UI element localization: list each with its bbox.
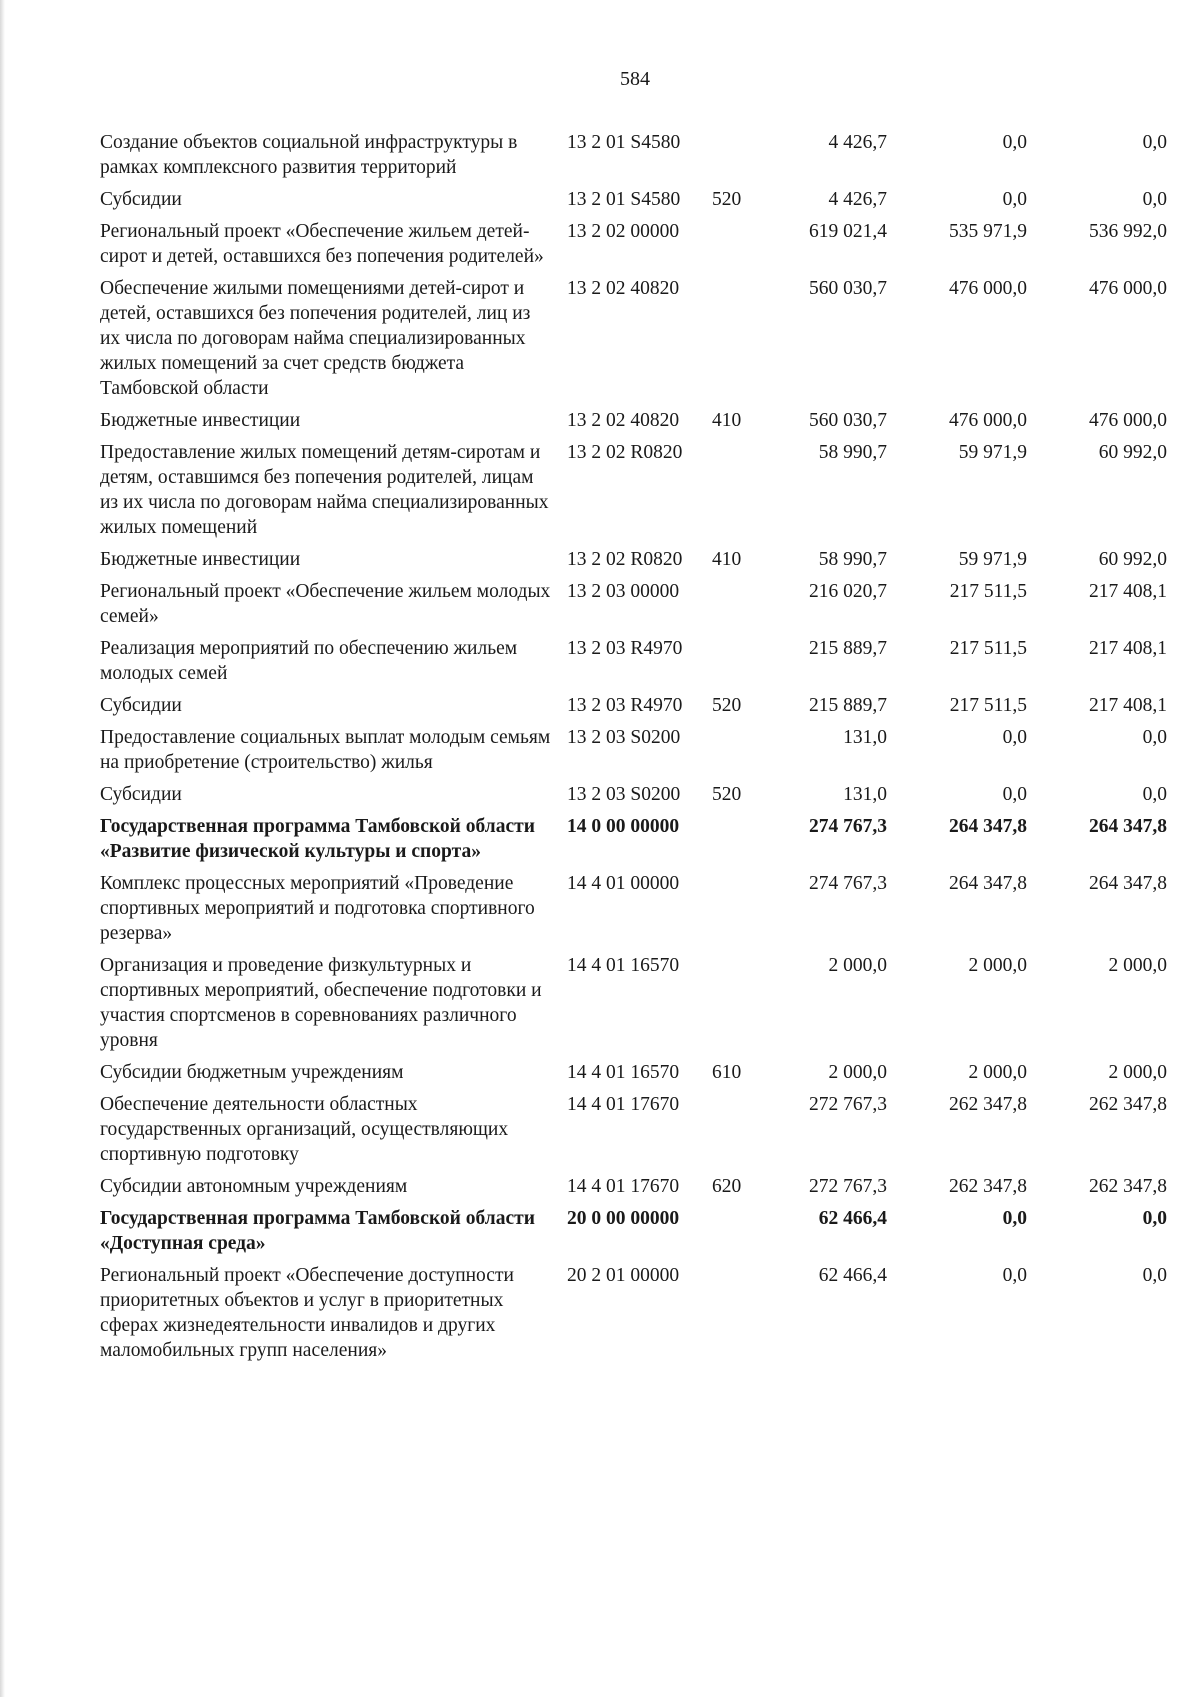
row-name: Бюджетные инвестиции [100,549,301,570]
table-row [100,1263,1190,1363]
row-code: 13 2 01 S4580 [567,189,681,210]
row-code: 20 2 01 00000 [567,1265,680,1286]
row-value-1: 560 030,7 [809,410,887,431]
table-row [100,953,1190,1053]
row-name: Субсидии бюджетным учреждениям [100,1062,404,1083]
row-value-3: 476 000,0 [1089,278,1167,299]
row-value-2: 0,0 [1002,1208,1027,1229]
row-value-1: 215 889,7 [809,695,887,716]
row-value-2: 0,0 [1002,189,1027,210]
row-name: Субсидии [100,695,182,716]
row-name: Субсидии [100,784,182,805]
row-value-3: 2 000,0 [1108,955,1167,976]
row-value-2: 2 000,0 [968,1062,1027,1083]
row-value-1: 272 767,3 [809,1176,887,1197]
row-value-1: 4 426,7 [828,189,887,210]
row-value-2: 59 971,9 [958,549,1027,570]
table-row [100,547,1190,572]
row-expense-type: 610 [712,1062,742,1083]
table-row [100,1092,1190,1167]
table-row [100,440,1190,540]
row-value-3: 476 000,0 [1089,410,1167,431]
row-value-3: 0,0 [1142,132,1167,153]
row-value-1: 215 889,7 [809,638,887,659]
row-value-2: 0,0 [1002,132,1027,153]
row-value-3: 0,0 [1142,727,1167,748]
row-value-1: 62 466,4 [818,1265,887,1286]
row-name: Региональный проект «Обеспечение жильем молодых семей» [100,581,551,627]
row-name: Комплекс процессных мероприятий «Проведение спортивных мероприятий и подготовка спортивного резерва» [100,873,535,944]
table-row-program [100,814,1190,864]
row-value-2: 0,0 [1002,1265,1027,1286]
table-row [100,725,1190,775]
table-row [100,130,1190,180]
row-name: Региональный проект «Обеспечение жильем детей-сирот и детей, оставшихся без попечения родителей» [100,221,544,267]
row-value-1: 58 990,7 [818,442,887,463]
row-value-1: 4 426,7 [828,132,887,153]
row-value-2: 476 000,0 [949,278,1027,299]
row-expense-type: 410 [712,549,742,570]
row-code: 13 2 03 S0200 [567,727,681,748]
row-value-1: 274 767,3 [809,873,887,894]
row-expense-type: 410 [712,410,742,431]
row-value-2: 262 347,8 [949,1176,1027,1197]
row-name: Обеспечение деятельности областных государственных организаций, осуществляющих спортивную подготовку [100,1094,509,1165]
row-value-2: 476 000,0 [949,410,1027,431]
row-name: Региональный проект «Обеспечение доступности приоритетных объектов и услуг в приоритетных сферах жизнедеятельности инвалидов и других маломобильных групп населения» [100,1265,514,1361]
table-row [100,187,1190,212]
row-value-3: 264 347,8 [1089,873,1167,894]
row-value-2: 0,0 [1002,727,1027,748]
table-row [100,693,1190,718]
row-value-3: 262 347,8 [1089,1176,1167,1197]
row-code: 14 4 01 17670 [567,1176,680,1197]
row-expense-type: 520 [712,695,742,716]
table-row-program [100,1206,1190,1256]
table-row [100,782,1190,807]
row-code: 13 2 02 40820 [567,278,680,299]
row-name: Субсидии [100,189,182,210]
row-value-2: 264 347,8 [949,816,1027,837]
scan-edge-shadow [0,0,5,1697]
row-code: 13 2 03 R4970 [567,695,683,716]
row-code: 13 2 01 S4580 [567,132,681,153]
row-value-2: 59 971,9 [958,442,1027,463]
row-value-3: 0,0 [1142,1265,1167,1286]
row-value-1: 619 021,4 [809,221,887,242]
row-value-3: 262 347,8 [1089,1094,1167,1115]
row-name: Создание объектов социальной инфраструктуры в рамках комплексного развития территорий [100,132,518,178]
row-value-2: 217 511,5 [949,638,1027,659]
row-name: Обеспечение жилыми помещениями детей-сирот и детей, оставшихся без попечения родителей, лиц из их числа по договорам найма специализированных жилых помещений за счет средств бюджета Тамбовской области [100,278,531,399]
row-value-1: 274 767,3 [809,816,887,837]
row-name: Организация и проведение физкультурных и спортивных мероприятий, обеспечение подготовки и участия спортсменов в соревнованиях различного уровня [100,955,542,1051]
row-code: 14 4 01 16570 [567,1062,680,1083]
row-value-2: 2 000,0 [968,955,1027,976]
row-name: Реализация мероприятий по обеспечению жильем молодых семей [100,638,518,684]
table-row [100,408,1190,433]
row-value-1: 216 020,7 [809,581,887,602]
row-code: 20 0 00 00000 [567,1208,680,1229]
row-value-1: 131,0 [843,784,887,805]
row-code: 14 4 01 00000 [567,873,680,894]
row-name: Предоставление социальных выплат молодым семьям на приобретение (строительство) жилья [100,727,551,773]
row-value-3: 217 408,1 [1089,581,1167,602]
row-name: Предоставление жилых помещений детям-сиротам и детям, оставшимся без попечения родителей, лицам из их числа по договорам найма специализированных жилых помещений [100,442,549,538]
row-name: Государственная программа Тамбовской области «Развитие физической культуры и спорта» [100,816,535,862]
row-expense-type: 520 [712,784,742,805]
row-code: 14 4 01 17670 [567,1094,680,1115]
row-value-3: 217 408,1 [1089,695,1167,716]
row-name: Государственная программа Тамбовской области «Доступная среда» [100,1208,535,1254]
row-value-1: 272 767,3 [809,1094,887,1115]
row-value-3: 264 347,8 [1089,816,1167,837]
row-code: 14 0 00 00000 [567,816,680,837]
row-code: 14 4 01 16570 [567,955,680,976]
row-code: 13 2 02 R0820 [567,442,683,463]
table-row [100,871,1190,946]
row-value-2: 262 347,8 [949,1094,1027,1115]
row-expense-type: 520 [712,189,742,210]
row-value-3: 0,0 [1142,189,1167,210]
row-value-3: 60 992,0 [1098,442,1167,463]
budget-table [100,130,1190,1370]
row-value-1: 2 000,0 [828,1062,887,1083]
row-value-1: 62 466,4 [818,1208,887,1229]
row-value-2: 0,0 [1002,784,1027,805]
row-expense-type: 620 [712,1176,742,1197]
row-code: 13 2 03 00000 [567,581,680,602]
row-value-2: 264 347,8 [949,873,1027,894]
row-code: 13 2 02 00000 [567,221,680,242]
row-value-1: 2 000,0 [828,955,887,976]
row-value-1: 58 990,7 [818,549,887,570]
table-row [100,579,1190,629]
row-value-3: 2 000,0 [1108,1062,1167,1083]
row-value-3: 60 992,0 [1098,549,1167,570]
row-code: 13 2 02 40820 [567,410,680,431]
row-code: 13 2 03 S0200 [567,784,681,805]
row-code: 13 2 02 R0820 [567,549,683,570]
row-value-2: 217 511,5 [949,581,1027,602]
row-value-2: 535 971,9 [949,221,1027,242]
row-value-2: 217 511,5 [949,695,1027,716]
row-value-1: 131,0 [843,727,887,748]
table-row [100,1060,1190,1085]
row-value-3: 217 408,1 [1089,638,1167,659]
row-value-3: 536 992,0 [1089,221,1167,242]
table-row [100,636,1190,686]
row-value-3: 0,0 [1142,784,1167,805]
row-name: Субсидии автономным учреждениям [100,1176,408,1197]
row-name: Бюджетные инвестиции [100,410,301,431]
row-value-3: 0,0 [1142,1208,1167,1229]
table-row [100,276,1190,401]
row-code: 13 2 03 R4970 [567,638,683,659]
row-value-1: 560 030,7 [809,278,887,299]
table-row [100,219,1190,269]
table-row [100,1174,1190,1199]
page-number: 584 [620,68,650,90]
